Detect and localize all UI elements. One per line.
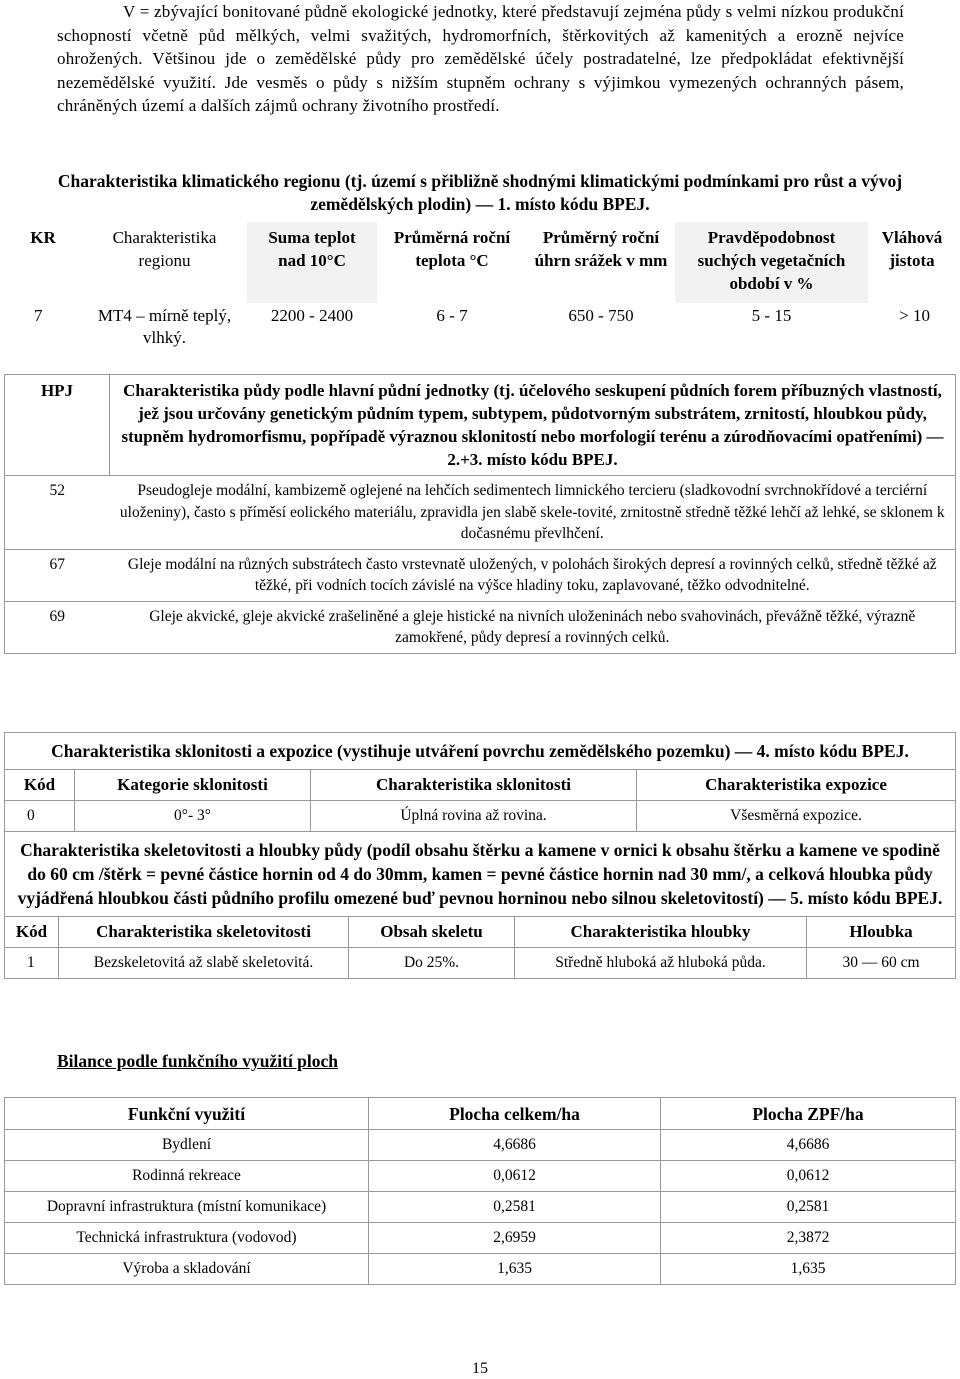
climate-header-cell: Pravděpodobnost suchých vegetačních období v %: [675, 222, 868, 303]
climate-region-section: [4, 166, 956, 351]
hpj-header-row: [5, 375, 956, 476]
skeleton-table: [4, 832, 956, 979]
hpj-text: Gleje modální na různých substrátech často vrstevnatě uložených, v polohách širokých depresí a rovinných celků, středně těžké až těžké, při vodních tocích závislé na výšce hladiny toku, zaplavované, těžko odvodnitelné.: [110, 549, 956, 601]
bilance-header-cell: Plocha celkem/ha: [369, 1098, 661, 1130]
skeleton-cell: 1: [5, 948, 59, 979]
hpj-row: [5, 476, 956, 550]
bilance-cell: Dopravní infrastruktura (místní komunikace): [5, 1192, 369, 1223]
skeleton-header-cell: Kód: [5, 917, 59, 948]
slope-header-row: [5, 770, 956, 801]
bilance-row: [5, 1161, 956, 1192]
bilance-table: [4, 1097, 956, 1285]
bilance-header-row: [5, 1098, 956, 1130]
skeleton-data-row: [5, 948, 956, 979]
bilance-row: [5, 1223, 956, 1254]
slope-table: [4, 732, 956, 832]
bilance-cell: 4,6686: [369, 1130, 661, 1161]
bilance-cell: 4,6686: [661, 1130, 956, 1161]
bilance-row: [5, 1192, 956, 1223]
skeleton-header-cell: Obsah skeletu: [349, 917, 515, 948]
bilance-cell: 0,0612: [369, 1161, 661, 1192]
climate-header-cell: KR: [30, 228, 56, 247]
bilance-cell: 2,6959: [369, 1223, 661, 1254]
slope-header-cell: Charakteristika sklonitosti: [311, 770, 637, 801]
slope-cell: 0: [5, 801, 75, 832]
slope-header-cell: Kód: [5, 770, 75, 801]
climate-header-cell: Průměrná roční teplota °C: [393, 228, 511, 270]
skeleton-cell: Do 25%.: [349, 948, 515, 979]
hpj-row: [5, 549, 956, 601]
slope-title: Charakteristika sklonitosti a expozice (vystihuje utváření povrchu zemědělského pozemku) — 4. místo kódu BPEJ.: [5, 733, 956, 770]
skeleton-header-cell: Charakteristika skeletovitosti: [59, 917, 349, 948]
bilance-cell: 0,0612: [661, 1161, 956, 1192]
hpj-code: 67: [5, 549, 110, 601]
climate-header-cell: Vláhová jistota: [881, 228, 943, 270]
climate-cell: 2200 - 2400: [270, 306, 354, 325]
climate-table: [4, 222, 956, 351]
climate-cell: 5 - 15: [751, 306, 792, 325]
slope-header-cell: Kategorie sklonitosti: [75, 770, 311, 801]
climate-cell: 7: [34, 306, 43, 325]
skeleton-header-row: [5, 917, 956, 948]
bilance-header-cell: Funkční využití: [5, 1098, 369, 1130]
slope-header-cell: Charakteristika expozice: [637, 770, 956, 801]
hpj-text: Pseudogleje modální, kambizemě oglejené na lehčích sedimentech limnického tercieru (sladkovodní svrchnokřídové a terciérní uloženiny), často s příměsí eolického materiálu, zpravidla jen slabě skele-tovité, zrnitostně středně těžké lehčí až lehké, se sklonem k dočasnému převlhčení.: [110, 476, 956, 550]
bilance-cell: 0,2581: [661, 1192, 956, 1223]
skeleton-header-cell: Charakteristika hloubky: [515, 917, 807, 948]
hpj-section: [4, 374, 956, 654]
climate-cell: 6 - 7: [436, 306, 468, 325]
hpj-header-code: HPJ: [5, 375, 110, 476]
bilance-cell: Výroba a skladování: [5, 1254, 369, 1285]
climate-data-row: [4, 303, 956, 351]
slope-cell: Úplná rovina až rovina.: [311, 801, 637, 832]
climate-cell: > 10: [899, 306, 930, 325]
slope-cell: Všesměrná expozice.: [637, 801, 956, 832]
skeleton-cell: Středně hluboká až hluboká půda.: [515, 948, 807, 979]
skeleton-cell: Bezskeletovitá až slabě skeletovitá.: [59, 948, 349, 979]
page-number: 15: [472, 1360, 488, 1377]
skeleton-cell: 30 — 60 cm: [807, 948, 956, 979]
slope-data-row: [5, 801, 956, 832]
bilance-cell: 0,2581: [369, 1192, 661, 1223]
climate-header-row: [4, 222, 956, 303]
climate-header-cell: Suma teplot nad 10°C: [247, 222, 377, 303]
bilance-row: [5, 1130, 956, 1161]
bilance-cell: Rodinná rekreace: [5, 1161, 369, 1192]
slope-cell: 0°- 3°: [75, 801, 311, 832]
skeleton-header-cell: Hloubka: [807, 917, 956, 948]
bilance-cell: 1,635: [661, 1254, 956, 1285]
intro-paragraph: [57, 0, 904, 118]
climate-cell: 650 - 750: [568, 306, 634, 325]
hpj-header-text: Charakteristika půdy podle hlavní půdní jednotky (tj. účelového seskupení půdních forem příbuzných vlastností, jež jsou určovány genetickým půdním typem, subtypem, půdotvorným substrátem, zrnitostí, hloubkou půdy, stupněm hydromorfismu, popřípadě výraznou sklonitostí nebo morfologií terénu a zúrodňovacími opatřeními) — 2.+3. místo kódu BPEJ.: [110, 375, 956, 476]
bilance-cell: 1,635: [369, 1254, 661, 1285]
climate-header-cell: Průměrný roční úhrn srážek v mm: [534, 228, 668, 270]
bilance-row: [5, 1254, 956, 1285]
intro-text: V = zbývající bonitované půdně ekologické jednotky, které představují zejména půdy s velmi nízkou produkční schopností včetně půd mělkých, velmi svažitých, hydromorfních, štěrkovitých až kamenitých a erozně nejvíce ohrožených. Většinou jde o zemědělské půdy pro zemědělské účely postradatelné, lze předpokládat efektivnější nezemědělské využití. Jde vesměs o půdy s nižším stupněm ochrany s výjimkou vymezených ochranných pásem, chráněných území a dalších zájmů ochrany životního prostředí.: [57, 2, 904, 115]
hpj-code: 52: [5, 476, 110, 550]
slope-skeleton-section: [4, 732, 956, 979]
hpj-table: [4, 374, 956, 654]
climate-title: Charakteristika klimatického regionu (tj. území s přibližně shodnými klimatickými podmínkami pro růst a vývoj zemědělských plodin) — 1. místo kódu BPEJ.: [57, 171, 903, 214]
skeleton-title: Charakteristika skeletovitosti a hloubky půdy (podíl obsahu štěrku a kamene v ornici k obsahu štěrku a kamene ve spodině do 60 cm /štěrk = pevné částice hornin od 4 do 30mm, kamen = pevné částice hornin nad 30 mm/, a celková hloubka půdy vyjádřená hloubkou části půdního profilu omezené buď pevnou horninou nebo silnou skeletovitostí) — 5. místo kódu BPEJ.: [5, 832, 956, 917]
bilance-cell: Bydlení: [5, 1130, 369, 1161]
bilance-cell: 2,3872: [661, 1223, 956, 1254]
hpj-text: Gleje akvické, gleje akvické zrašeliněné a gleje histické na nivních uloženinách nebo svahovinách, převážně těžké, výrazně zamokřené, půdy depresí a rovinných celků.: [110, 601, 956, 653]
bilance-title: Bilance podle funkčního využití ploch: [57, 1051, 339, 1071]
hpj-row: [5, 601, 956, 653]
climate-cell: MT4 – mírně teplý, vlhký.: [97, 306, 232, 347]
climate-header-cell: Charakteristika regionu: [112, 228, 217, 270]
bilance-header-cell: Plocha ZPF/ha: [661, 1098, 956, 1130]
hpj-code: 69: [5, 601, 110, 653]
bilance-cell: Technická infrastruktura (vodovod): [5, 1223, 369, 1254]
bilance-section: [4, 1097, 956, 1285]
